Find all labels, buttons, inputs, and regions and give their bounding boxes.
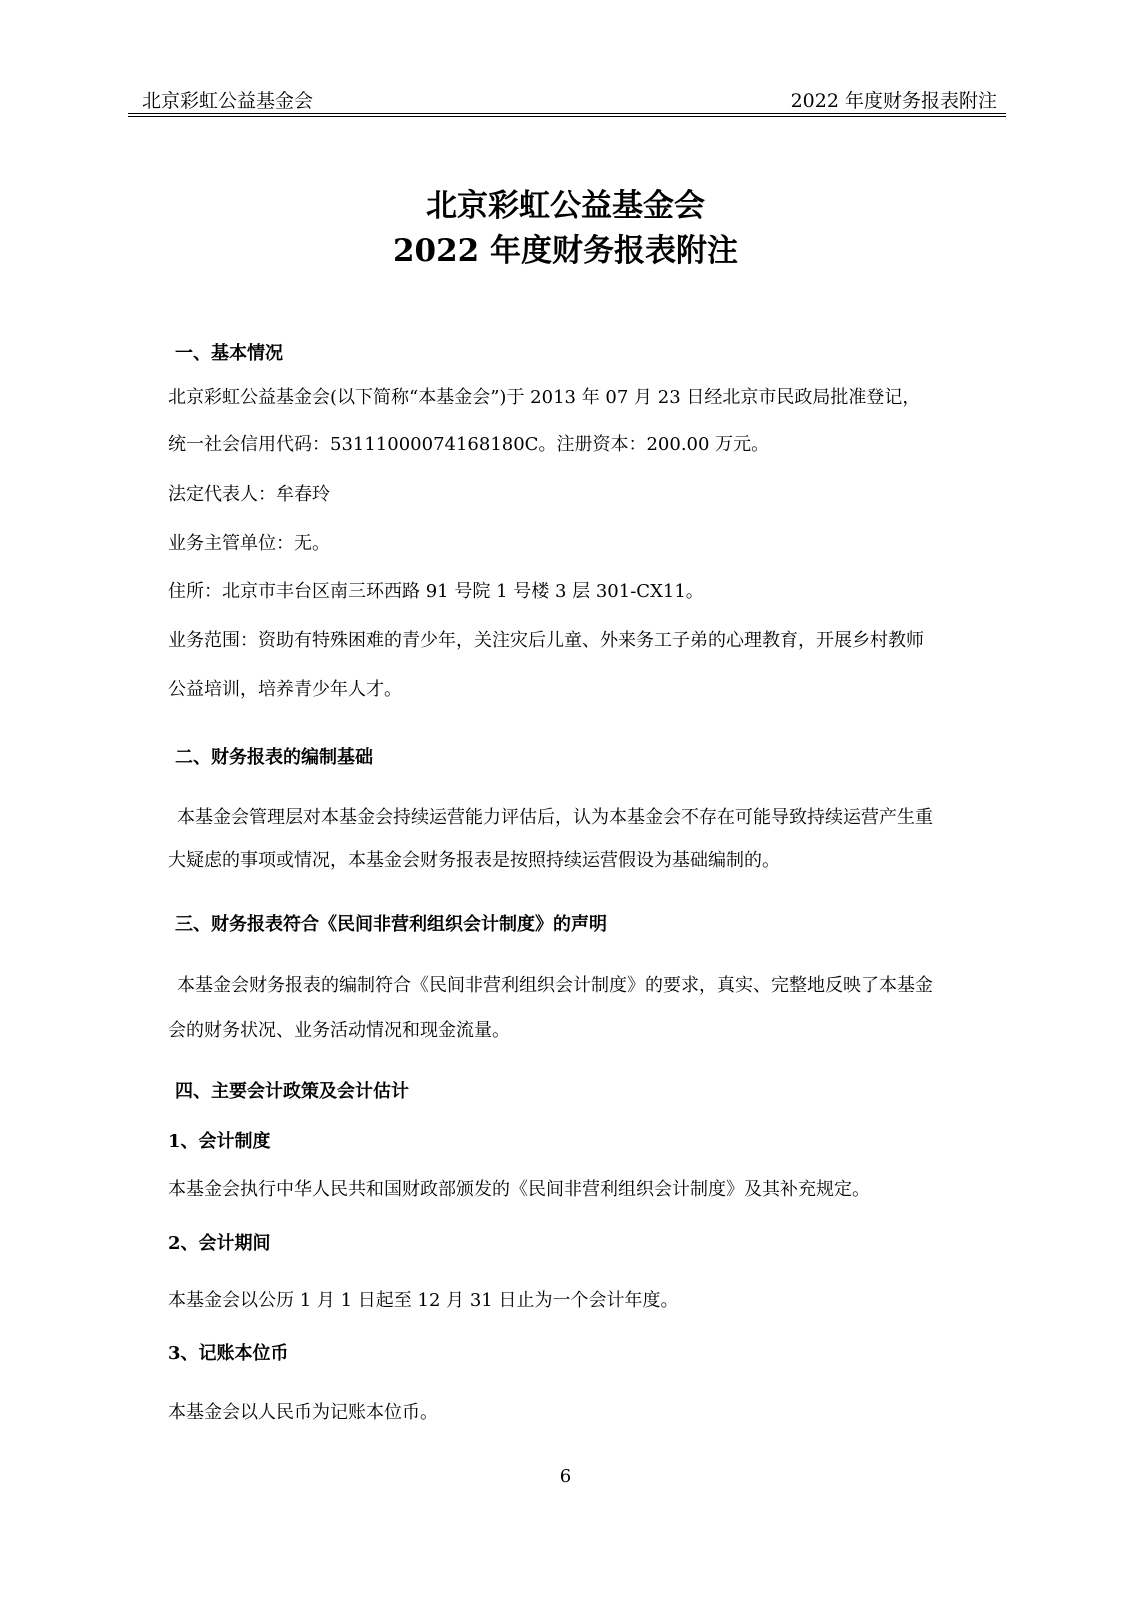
subsection-currency: 3、记账本位币 [168, 1343, 289, 1364]
header-report-name: 2022 年度财务报表附注 [790, 90, 997, 112]
paragraph-basis: 本基金会管理层对本基金会持续运营能力评估后，认为本基金会不存在可能导致持续运营产生重 [177, 807, 933, 828]
header-divider [128, 113, 1006, 114]
paragraph-scope: 业务范围：资助有特殊困难的青少年，关注灾后儿童、外来务工子弟的心理教育，开展乡村教师 [168, 630, 924, 651]
paragraph-registration: 北京彩虹公益基金会(以下简称“本基金会”)于 2013 年 07 月 23 日经北京市民政局批准登记， [168, 387, 921, 408]
paragraph-credit-code: 统一社会信用代码：53111000074168180C。注册资本：200.00 万元。 [168, 434, 770, 455]
section-heading-basis: 二、财务报表的编制基础 [175, 747, 373, 768]
paragraph-compliance: 本基金会财务报表的编制符合《民间非营利组织会计制度》的要求，真实、完整地反映了本基金 [177, 975, 933, 996]
paragraph-accounting-system: 本基金会执行中华人民共和国财政部颁发的《民间非营利组织会计制度》及其补充规定。 [168, 1179, 870, 1200]
paragraph-basis-cont: 大疑虑的事项或情况，本基金会财务报表是按照持续运营假设为基础编制的。 [168, 850, 780, 871]
header-org-name: 北京彩虹公益基金会 [142, 90, 314, 112]
subsection-accounting-system: 1、会计制度 [168, 1131, 271, 1152]
section-heading-policies: 四、主要会计政策及会计估计 [175, 1081, 409, 1102]
header-divider-thin [128, 116, 1006, 117]
paragraph-legal-rep: 法定代表人：牟春玲 [168, 484, 330, 505]
paragraph-currency: 本基金会以人民币为记账本位币。 [168, 1402, 438, 1423]
paragraph-supervisor: 业务主管单位：无。 [168, 533, 330, 554]
document-subtitle: 2022 年度财务报表附注 [392, 233, 739, 269]
paragraph-scope-cont: 公益培训，培养青少年人才。 [168, 679, 402, 700]
paragraph-accounting-period: 本基金会以公历 1 月 1 日起至 12 月 31 日止为一个会计年度。 [168, 1290, 679, 1311]
section-heading-basic-info: 一、基本情况 [175, 343, 283, 364]
section-heading-compliance: 三、财务报表符合《民间非营利组织会计制度》的声明 [175, 914, 607, 935]
paragraph-compliance-cont: 会的财务状况、业务活动情况和现金流量。 [168, 1020, 510, 1041]
page-number: 6 [559, 1466, 572, 1487]
subsection-accounting-period: 2、会计期间 [168, 1233, 271, 1254]
paragraph-address: 住所：北京市丰台区南三环西路 91 号院 1 号楼 3 层 301-CX11。 [168, 581, 704, 602]
document-title: 北京彩虹公益基金会 [426, 188, 705, 224]
